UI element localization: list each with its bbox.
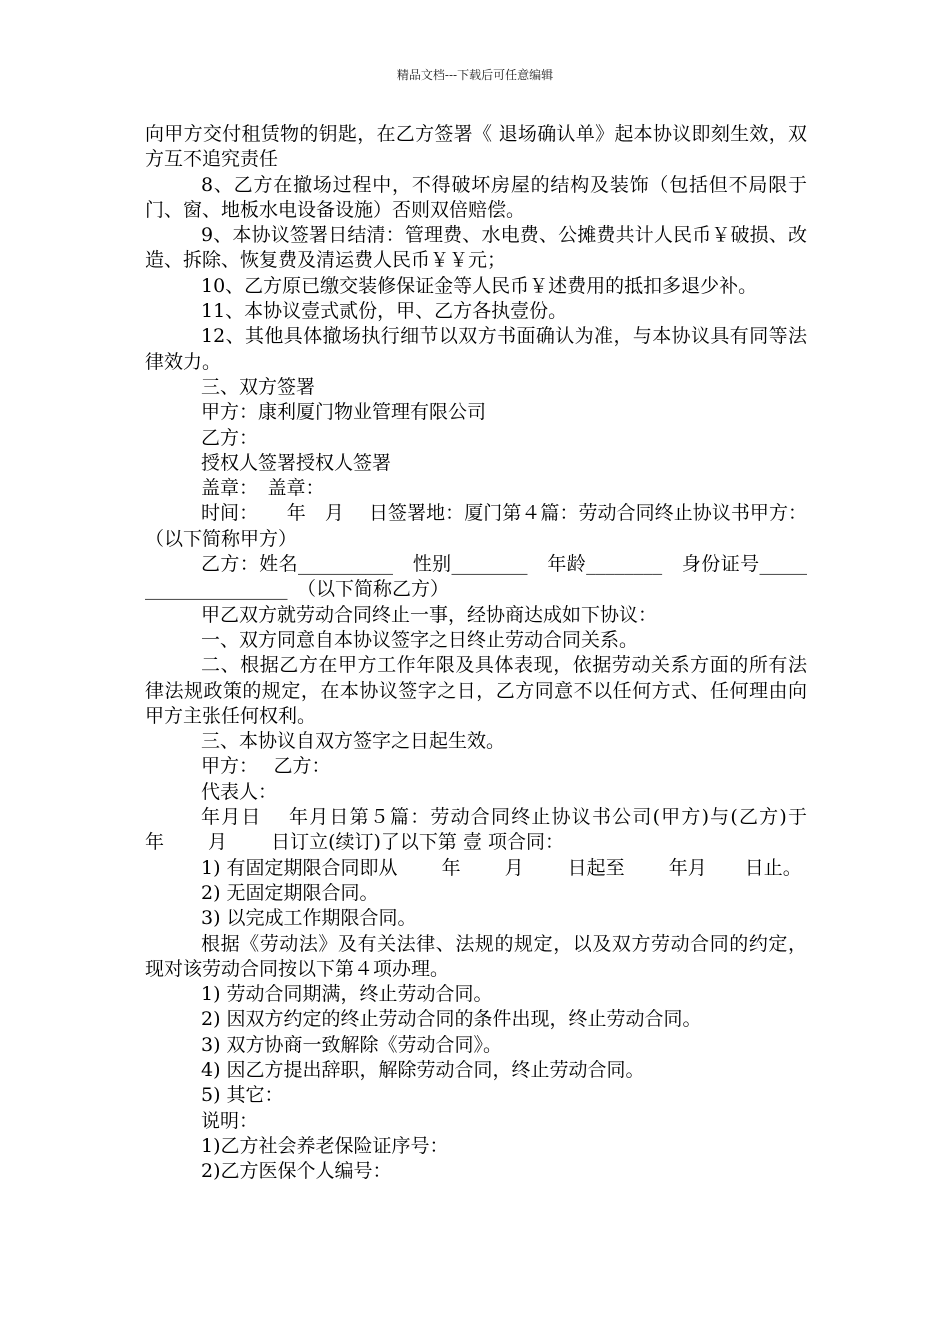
paragraph: 乙方： xyxy=(201,426,259,449)
paragraph: 乙方：姓名__________ 性别________ 年龄________ 身份证号____________________ （以下简称乙方） xyxy=(145,553,807,601)
paragraph: 三、双方签署 xyxy=(201,375,316,398)
paragraph: 2) 无固定期限合同。 xyxy=(201,881,379,904)
document-body xyxy=(145,122,852,1184)
paragraph: 甲乙双方就劳动合同终止一事，经协商达成如下协议： xyxy=(201,603,658,626)
paragraph: 二、根据乙方在甲方工作年限及具体表现，依据劳动关系方面的所有法律法规政策的规定，在本协议签字之日，乙方同意不以任何方式、任何理由向甲方主张任何权利。 xyxy=(145,654,807,727)
page-header: 精品文档---下载后可任意编辑 xyxy=(396,68,554,82)
paragraph: 三、本协议自双方签字之日起生效。 xyxy=(201,730,506,753)
paragraph: 年月日 年月日第５篇：劳动合同终止协议书公司(甲方)与(乙方)于 年 月 日订立(续订)了以下第 壹 项合同： xyxy=(145,806,852,854)
paragraph: 1)乙方社会养老保险证序号： xyxy=(201,1134,449,1157)
paragraph: 8、乙方在撤场过程中，不得破坏房屋的结构及装饰（包括但不局限于门、窗、地板水电设备设施）否则双倍赔偿。 xyxy=(145,173,807,221)
paragraph: 说明： xyxy=(201,1109,259,1132)
paragraph: 5) 其它： xyxy=(201,1084,284,1107)
paragraph: 根据《劳动法》及有关法律、法规的规定，以及双方劳动合同的约定，现对该劳动合同按以下第４项办理。 xyxy=(145,932,807,980)
paragraph: 向甲方交付租赁物的钥匙，在乙方签署《 退场确认单》起本协议即刻生效，双方互不追究责任 xyxy=(145,123,807,171)
paragraph: 2)乙方医保个人编号： xyxy=(201,1160,392,1183)
paragraph: 代表人： xyxy=(201,780,278,803)
paragraph: 12、其他具体撤场执行细节以双方书面确认为准，与本协议具有同等法律效力。 xyxy=(145,325,807,373)
paragraph: 甲方：康利厦门物业管理有限公司 xyxy=(201,401,487,424)
paragraph: 3) 以完成工作期限合同。 xyxy=(201,907,417,930)
paragraph: 一、双方同意自本协议签字之日终止劳动合同关系。 xyxy=(201,628,639,651)
paragraph: 甲方： 乙方： xyxy=(201,755,331,778)
paragraph: 9、本协议签署日结清：管理费、水电费、公摊费共计人民币￥破损、改造、拆除、恢复费及清运费人民币￥￥元； xyxy=(145,224,807,272)
paragraph: 4) 因乙方提出辞职，解除劳动合同，终止劳动合同。 xyxy=(201,1058,645,1081)
paragraph: 11、本协议壹式贰份，甲、乙方各执壹份。 xyxy=(201,300,568,323)
paragraph: 盖章： 盖章： xyxy=(201,477,325,500)
paragraph: 时间： 年 月 日签署地：厦门第４篇：劳动合同终止协议书甲方：（以下简称甲方） xyxy=(145,502,807,550)
paragraph: 10、乙方原已缴交装修保证金等人民币￥述费用的抵扣多退少补。 xyxy=(201,274,758,297)
paragraph: 1) 有固定期限合同即从 年 月 日起至 年月 日止。 xyxy=(201,856,802,879)
paragraph: 2) 因双方约定的终止劳动合同的条件出现，终止劳动合同。 xyxy=(201,1008,702,1031)
paragraph: 3) 双方协商一致解除《劳动合同》。 xyxy=(201,1033,503,1056)
paragraph: 授权人签署授权人签署 xyxy=(201,451,392,474)
paragraph: 1) 劳动合同期满，终止劳动合同。 xyxy=(201,983,493,1006)
